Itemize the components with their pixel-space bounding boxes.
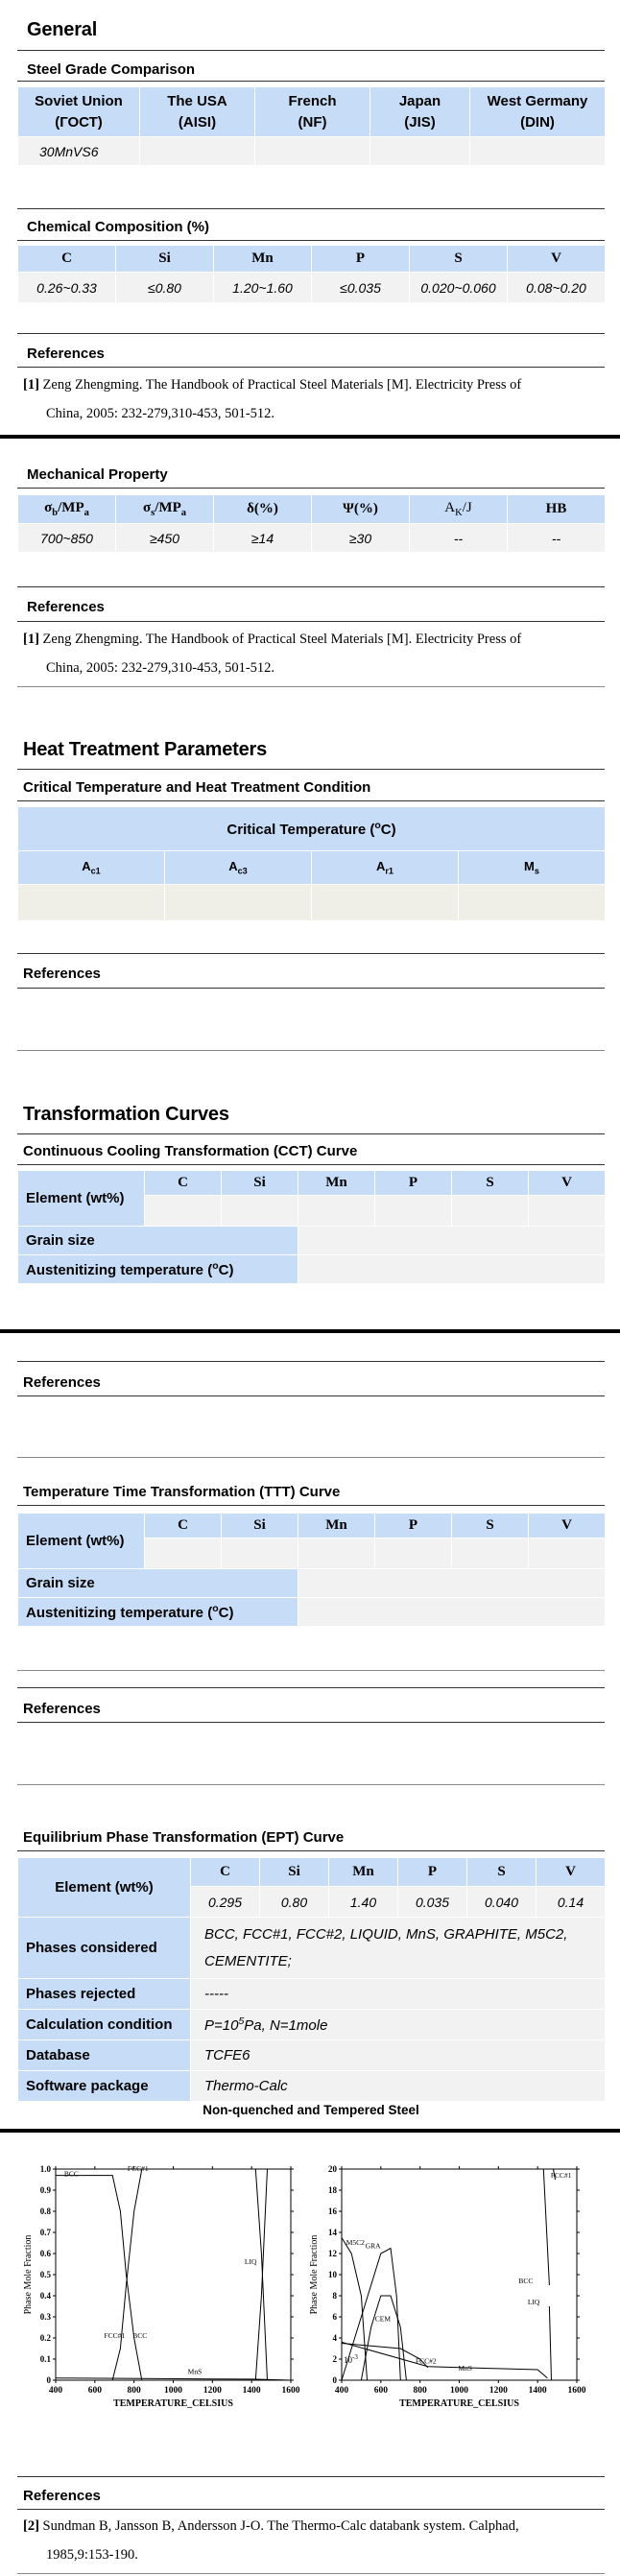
x-tick-label: 1600 bbox=[281, 2386, 300, 2396]
y-scale-exponent: -3 bbox=[352, 2353, 358, 2361]
y-tick-label: 0.3 bbox=[39, 2312, 51, 2322]
divider bbox=[17, 208, 605, 209]
y-tick-label: 2 bbox=[332, 2354, 337, 2364]
ept-heading: Equilibrium Phase Transformation (EPT) Curve bbox=[23, 1829, 345, 1846]
phase-label: LIQ bbox=[244, 2257, 257, 2266]
col-ar1: $A_{r1}$ bbox=[312, 851, 459, 885]
element-col-header: Si bbox=[260, 1858, 329, 1887]
divider bbox=[17, 2573, 605, 2574]
element-label: Element (wt%) bbox=[18, 1514, 145, 1569]
y-tick-label: 8 bbox=[332, 2291, 337, 2301]
critical-temp-value bbox=[18, 885, 165, 921]
grade-value bbox=[255, 137, 370, 166]
refs-heading: References bbox=[23, 1374, 101, 1391]
element-col-header: P bbox=[375, 1171, 452, 1196]
series-line-bcc bbox=[56, 2176, 291, 2380]
phase-label: FCC#1 bbox=[127, 2164, 149, 2174]
y-tick-label: 20 bbox=[328, 2164, 337, 2174]
element-label: Element (wt%) bbox=[18, 1171, 145, 1227]
mech-value: -- bbox=[508, 524, 606, 553]
refs-heading: References bbox=[23, 966, 101, 982]
element-col-header: C bbox=[191, 1858, 260, 1887]
col-ms: $M_s$ bbox=[459, 851, 606, 885]
divider bbox=[17, 240, 605, 241]
phase-label: FCC#1 bbox=[104, 2331, 126, 2340]
mech-value: ≥450 bbox=[116, 524, 214, 553]
grade-col-label: The USA bbox=[167, 92, 227, 109]
divider bbox=[17, 988, 605, 989]
element-value: 0.295 bbox=[191, 1887, 260, 1918]
x-axis-label: TEMPERATURE_CELSIUS bbox=[399, 2398, 519, 2409]
chem-value: 0.020~0.060 bbox=[410, 273, 508, 303]
divider bbox=[17, 621, 605, 622]
phase-label: FCC#1 bbox=[550, 2170, 572, 2180]
heat-heading: Critical Temperature and Heat Treatment Condition bbox=[23, 779, 371, 796]
grade-value bbox=[370, 137, 470, 166]
element-col-header: Si bbox=[222, 1171, 298, 1196]
series-line-mns bbox=[342, 2342, 547, 2377]
element-col-header: V bbox=[529, 1514, 606, 1538]
element-value bbox=[298, 1196, 375, 1227]
steel-grade-table bbox=[17, 86, 606, 166]
divider bbox=[17, 1722, 605, 1723]
ept-table bbox=[17, 1857, 606, 2102]
grade-col-standard: (ГОСТ) bbox=[55, 113, 103, 131]
phase-label: BCC bbox=[63, 2169, 79, 2179]
element-value bbox=[529, 1196, 606, 1227]
y-axis-label: Phase Mole Fraction bbox=[309, 2234, 320, 2315]
divider bbox=[17, 953, 605, 954]
element-value: 1.40 bbox=[329, 1887, 398, 1918]
grade-col-standard: (DIN) bbox=[520, 113, 555, 131]
element-value bbox=[452, 1196, 529, 1227]
ref-text-line2: China, 2005: 232-279,310-453, 501-512. bbox=[46, 406, 275, 421]
x-tick-label: 400 bbox=[48, 2386, 63, 2396]
ref-text-line1: Sundman B, Jansson B, Andersson J-O. The Thermo-Calc databank system. Calphad, bbox=[42, 2518, 519, 2534]
x-tick-label: 1000 bbox=[450, 2386, 468, 2396]
figure-caption: Non-quenched and Tempered Steel bbox=[203, 2103, 419, 2117]
chem-value: 0.08~0.20 bbox=[508, 273, 606, 303]
transformation-title: Transformation Curves bbox=[23, 1104, 229, 1125]
refs-heading: References bbox=[27, 346, 105, 362]
element-col-header: S bbox=[452, 1171, 529, 1196]
critical-temp-value bbox=[459, 885, 606, 921]
element-col-header: Mn bbox=[298, 1171, 375, 1196]
mech-value: ≥14 bbox=[214, 524, 312, 553]
chem-col-header: Mn bbox=[214, 246, 312, 273]
grade-value: 30MnVS6 bbox=[18, 137, 140, 166]
divider bbox=[17, 1395, 605, 1396]
mech-col-header: δ(%) bbox=[214, 495, 312, 524]
mech-col-ak: $A_K/J$ bbox=[410, 495, 508, 524]
element-value: 0.040 bbox=[467, 1887, 537, 1918]
divider bbox=[17, 1850, 605, 1851]
grade-col-gost bbox=[18, 87, 140, 137]
divider bbox=[17, 769, 605, 770]
y-tick-label: 0.2 bbox=[39, 2333, 51, 2343]
mech-col-sigma-s: $\sigma_s/MP_a$ bbox=[116, 495, 214, 524]
y-tick-label: 18 bbox=[328, 2185, 337, 2195]
chem-col-header: C bbox=[18, 246, 116, 273]
y-axis-label: Phase Mole Fraction bbox=[23, 2234, 34, 2315]
refs-heading: References bbox=[23, 2488, 101, 2504]
mechanical-table bbox=[17, 494, 606, 553]
cct-heading: Continuous Cooling Transformation (CCT) Curve bbox=[23, 1143, 358, 1159]
y-tick-label: 12 bbox=[328, 2249, 337, 2258]
phase-label: BCC bbox=[132, 2331, 148, 2340]
ref-text-line1: Zeng Zhengming. The Handbook of Practical Steel Materials [M]. Electricity Press of bbox=[42, 632, 522, 647]
element-value bbox=[222, 1196, 298, 1227]
element-value bbox=[145, 1196, 222, 1227]
y-tick-label: 0.5 bbox=[39, 2270, 51, 2279]
phases-considered-value: BCC, FCC#1, FCC#2, LIQUID, MnS, GRAPHITE, M5C2, CEMENTITE; bbox=[191, 1918, 606, 1979]
x-tick-label: 800 bbox=[127, 2386, 141, 2396]
grade-value bbox=[470, 137, 606, 166]
element-value bbox=[298, 1538, 375, 1569]
element-value: 0.80 bbox=[260, 1887, 329, 1918]
ref-number: [1] bbox=[23, 632, 39, 647]
section-divider bbox=[0, 2129, 620, 2133]
element-col-header: Mn bbox=[298, 1514, 375, 1538]
cct-table bbox=[17, 1170, 606, 1284]
section-divider bbox=[0, 435, 620, 439]
y-tick-label: 16 bbox=[328, 2206, 337, 2216]
element-col-header: P bbox=[375, 1514, 452, 1538]
element-col-header: C bbox=[145, 1514, 222, 1538]
element-value bbox=[145, 1538, 222, 1569]
grade-col-aisi bbox=[140, 87, 255, 137]
series-line-bcc bbox=[543, 2169, 549, 2285]
ref-text-line2: 1985,9:153-190. bbox=[46, 2547, 138, 2563]
y-tick-label: 0.7 bbox=[39, 2228, 51, 2237]
divider bbox=[17, 1133, 605, 1134]
critical-temp-title: Critical Temperature ($^o$C) bbox=[18, 807, 606, 851]
x-tick-label: 1200 bbox=[489, 2386, 508, 2396]
phase-label: BCC bbox=[518, 2276, 534, 2285]
grain-size-label: Grain size bbox=[18, 1227, 298, 1255]
database-value: TCFE6 bbox=[191, 2040, 606, 2071]
x-tick-label: 800 bbox=[413, 2386, 427, 2396]
divider bbox=[17, 1687, 605, 1688]
phases-considered-label: Phases considered bbox=[18, 1918, 191, 1979]
phase-label: MnS bbox=[187, 2367, 203, 2376]
ref-text-line2: China, 2005: 232-279,310-453, 501-512. bbox=[46, 660, 275, 676]
mech-value: ≥30 bbox=[312, 524, 410, 553]
phase-label: MnS bbox=[458, 2364, 472, 2373]
plot-frame bbox=[342, 2169, 577, 2380]
element-value: 0.035 bbox=[398, 1887, 467, 1918]
divider bbox=[17, 1361, 605, 1362]
austenitizing-label: Austenitizing temperature ($^o$C) bbox=[18, 1598, 298, 1627]
y-scale-label: $10^{-3}$ bbox=[344, 2353, 358, 2365]
grain-size-value bbox=[298, 1569, 606, 1598]
ref-number: [1] bbox=[23, 377, 39, 393]
software-label: Software package bbox=[18, 2071, 191, 2102]
mech-col-header: HB bbox=[508, 495, 606, 524]
reference-1 bbox=[23, 625, 599, 682]
divider bbox=[17, 1784, 605, 1785]
chem-value: ≤0.035 bbox=[312, 273, 410, 303]
grade-col-nf bbox=[255, 87, 370, 137]
grade-col-standard: (JIS) bbox=[404, 113, 436, 131]
austenitizing-value bbox=[298, 1598, 606, 1627]
element-col-header: Mn bbox=[329, 1858, 398, 1887]
phase-label: FCC#2 bbox=[415, 2356, 437, 2366]
x-tick-label: 1200 bbox=[203, 2386, 222, 2396]
phases-rejected-label: Phases rejected bbox=[18, 1979, 191, 2010]
ttt-heading: Temperature Time Transformation (TTT) Curve bbox=[23, 1484, 341, 1500]
grain-size-value bbox=[298, 1227, 606, 1255]
phase-label: CEM bbox=[374, 2314, 392, 2324]
divider bbox=[17, 586, 605, 587]
mech-value: 700~850 bbox=[18, 524, 116, 553]
series-line-liq bbox=[56, 2169, 291, 2380]
chem-value: 0.26~0.33 bbox=[18, 273, 116, 303]
chem-col-header: S bbox=[410, 246, 508, 273]
element-value bbox=[529, 1538, 606, 1569]
refs-heading: References bbox=[23, 1701, 101, 1717]
y-tick-label: 0.8 bbox=[39, 2206, 51, 2216]
critical-temp-value bbox=[312, 885, 459, 921]
section-divider bbox=[0, 1329, 620, 1333]
element-label: Element (wt%) bbox=[18, 1858, 191, 1918]
phase-label: LIQ bbox=[527, 2297, 540, 2306]
divider bbox=[17, 800, 605, 801]
series-line-fcc1 bbox=[56, 2169, 291, 2380]
divider bbox=[17, 1164, 605, 1165]
x-tick-label: 1400 bbox=[242, 2386, 261, 2396]
divider bbox=[17, 1457, 605, 1458]
element-col-header: Si bbox=[222, 1514, 298, 1538]
plot-frame bbox=[56, 2169, 291, 2380]
grade-col-din bbox=[470, 87, 606, 137]
mech-value: -- bbox=[410, 524, 508, 553]
y-tick-label: 0.4 bbox=[39, 2291, 51, 2301]
mech-col-sigma-b: $\sigma_b/MP_a$ bbox=[18, 495, 116, 524]
chem-value: ≤0.80 bbox=[116, 273, 214, 303]
phase-label: M5C2 bbox=[346, 2238, 365, 2248]
divider bbox=[17, 81, 605, 82]
series-line-liq bbox=[549, 2306, 551, 2380]
col-ac1: $A_{c1}$ bbox=[18, 851, 165, 885]
phase-fraction-zoom-chart bbox=[303, 2161, 591, 2411]
mech-col-header: Ψ(%) bbox=[312, 495, 410, 524]
divider bbox=[17, 2476, 605, 2477]
divider bbox=[17, 333, 605, 334]
y-tick-label: 0 bbox=[332, 2375, 337, 2385]
divider bbox=[17, 686, 605, 687]
austenitizing-label: Austenitizing temperature ($^o$C) bbox=[18, 1255, 298, 1284]
element-value bbox=[375, 1196, 452, 1227]
y-tick-label: 14 bbox=[328, 2228, 337, 2237]
refs-heading: References bbox=[27, 599, 105, 615]
x-tick-label: 400 bbox=[334, 2386, 349, 2396]
element-col-header: C bbox=[145, 1171, 222, 1196]
reference-1 bbox=[23, 370, 599, 428]
grain-size-label: Grain size bbox=[18, 1569, 298, 1598]
calc-condition-label: Calculation condition bbox=[18, 2010, 191, 2040]
calc-condition-value: $P=10^5Pa$, N=1mole bbox=[191, 2010, 606, 2040]
chem-col-header: V bbox=[508, 246, 606, 273]
grade-col-label: French bbox=[288, 92, 337, 109]
element-value bbox=[222, 1538, 298, 1569]
element-col-header: P bbox=[398, 1858, 467, 1887]
phase-label: GRA bbox=[365, 2241, 381, 2251]
element-value: 0.14 bbox=[537, 1887, 606, 1918]
element-col-header: S bbox=[467, 1858, 537, 1887]
ref-text-line1: Zeng Zhengming. The Handbook of Practical Steel Materials [M]. Electricity Press of bbox=[42, 377, 522, 393]
y-tick-label: 0.1 bbox=[39, 2354, 51, 2364]
critical-temp-value bbox=[165, 885, 312, 921]
grade-col-standard: (AISI) bbox=[178, 113, 217, 131]
grade-col-label: Soviet Union bbox=[35, 92, 123, 109]
grade-col-label: Japan bbox=[398, 92, 441, 109]
element-col-header: V bbox=[537, 1858, 606, 1887]
chem-value: 1.20~1.60 bbox=[214, 273, 312, 303]
critical-temp-table bbox=[17, 806, 606, 921]
heat-title: Heat Treatment Parameters bbox=[23, 739, 268, 760]
divider bbox=[17, 50, 605, 51]
divider bbox=[17, 1050, 605, 1051]
chem-col-header: P bbox=[312, 246, 410, 273]
phases-rejected-value: ----- bbox=[191, 1979, 606, 2010]
divider bbox=[17, 1670, 605, 1671]
grade-value bbox=[140, 137, 255, 166]
grade-col-label: West Germany bbox=[487, 92, 588, 109]
element-value bbox=[375, 1538, 452, 1569]
y-tick-label: 0 bbox=[46, 2375, 51, 2385]
element-value bbox=[452, 1538, 529, 1569]
phase-fraction-chart bbox=[17, 2161, 305, 2411]
chem-table bbox=[17, 245, 606, 303]
divider bbox=[17, 488, 605, 489]
chem-col-header: Si bbox=[116, 246, 214, 273]
divider bbox=[17, 1505, 605, 1506]
mechanical-heading: Mechanical Property bbox=[27, 466, 168, 483]
austenitizing-value bbox=[298, 1255, 606, 1284]
x-axis-label: TEMPERATURE_CELSIUS bbox=[113, 2398, 233, 2409]
ttt-table bbox=[17, 1513, 606, 1627]
divider bbox=[17, 367, 605, 368]
y-tick-label: 0.6 bbox=[39, 2249, 51, 2258]
steel-grade-heading: Steel Grade Comparison bbox=[27, 61, 196, 78]
x-tick-label: 600 bbox=[87, 2386, 102, 2396]
y-tick-label: 1.0 bbox=[39, 2164, 51, 2174]
ref-number: [2] bbox=[23, 2518, 39, 2534]
x-tick-label: 1000 bbox=[164, 2386, 182, 2396]
general-title: General bbox=[27, 19, 98, 40]
col-ac3: $A_{c3}$ bbox=[165, 851, 312, 885]
element-col-header: S bbox=[452, 1514, 529, 1538]
chem-heading: Chemical Composition (%) bbox=[27, 219, 210, 235]
x-tick-label: 600 bbox=[373, 2386, 388, 2396]
divider bbox=[17, 2509, 605, 2510]
y-tick-label: 0.9 bbox=[39, 2185, 51, 2195]
database-label: Database bbox=[18, 2040, 191, 2071]
y-tick-label: 4 bbox=[332, 2333, 337, 2343]
y-tick-label: 10 bbox=[328, 2270, 337, 2279]
y-tick-label: 6 bbox=[332, 2312, 337, 2322]
x-tick-label: 1600 bbox=[567, 2386, 586, 2396]
reference-2 bbox=[23, 2512, 599, 2569]
element-col-header: V bbox=[529, 1171, 606, 1196]
software-value: Thermo-Calc bbox=[191, 2071, 606, 2102]
grade-col-standard: (NF) bbox=[298, 113, 327, 131]
x-tick-label: 1400 bbox=[528, 2386, 547, 2396]
grade-col-jis bbox=[370, 87, 470, 137]
